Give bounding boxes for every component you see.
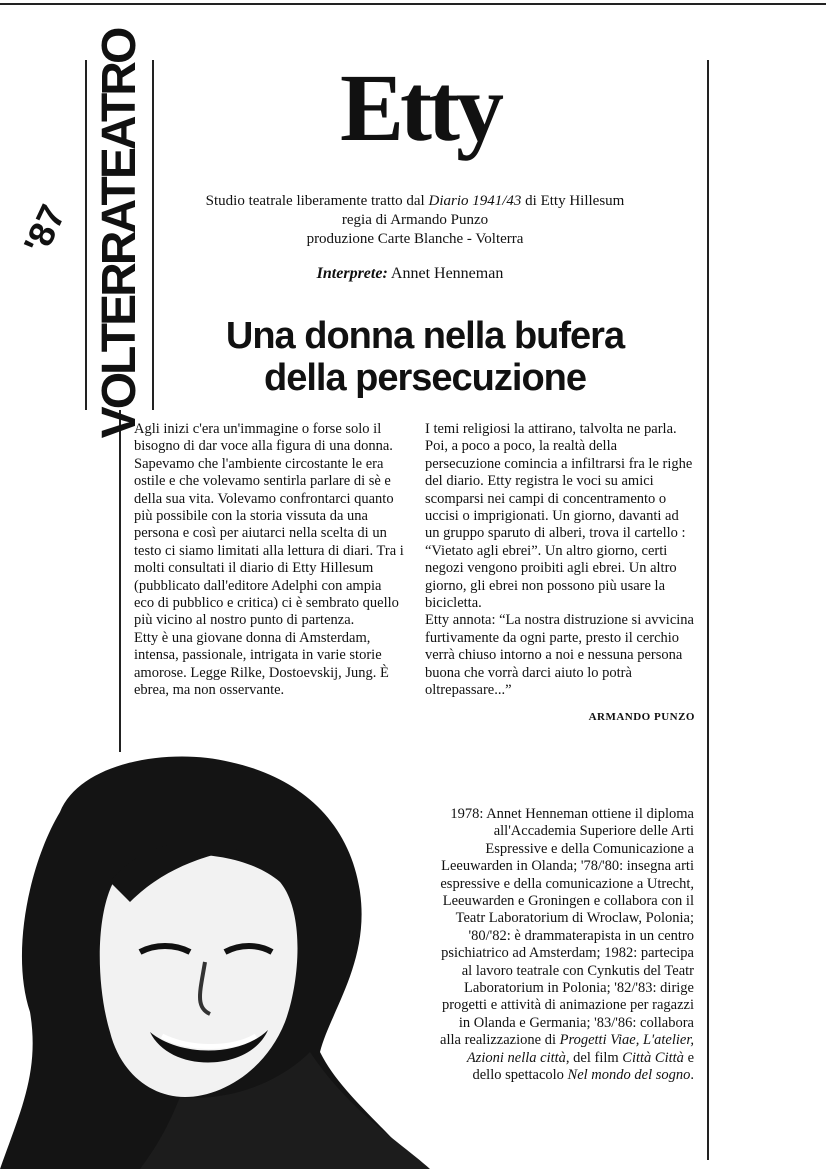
portrait-photo-graphic <box>0 752 460 1169</box>
article-col1-paragraph-1: Agli inizi c'era un'immagine o forse solo il bisogno di dar voce alla figura di una donna. Sapevamo che l'ambiente circostante le era ostile e che volevamo sentirla parlare di sè e della sua vita. Volevamo confrontarci quanto più possibile con la storia vissuta da una persona e così per aiutarci nella scelta di un testo ci siamo limitati alla lettura di diari. Tra i molti consultati il diario di Etty Hillesum (pubblicato dall'editore Adelphi con ampia eco di pubblico e critica) ci è sembrato quello più vicino al nostro punto di partenza. <box>134 421 404 629</box>
festival-logo-text: VOLTERRATEATRO <box>93 29 146 439</box>
portrait-photo <box>0 752 460 1169</box>
bio-italic-projects: Progetti Viae, L'atelier, Azioni nella città <box>466 1032 694 1066</box>
left-column-rule <box>119 410 121 770</box>
headline-line-2: della persecuzione <box>263 357 586 399</box>
festival-logo-year: '87 <box>15 198 74 260</box>
biography-block <box>440 806 694 1085</box>
credits-line-1 <box>160 192 670 211</box>
logo-rule-right <box>152 60 154 410</box>
article-col2-paragraph-2: Etty annota: “La nostra distruzione si avvicina furtivamente da ogni parte, presto il cerchio verrà chiuso intorno a noi e nessuna persona buona che vorrà darci aiuto lo potrà oltrepassare...” <box>425 612 694 699</box>
bio-end: . <box>690 1067 694 1084</box>
credits-line-3: produzione Carte Blanche - Volterra <box>306 231 524 247</box>
interprete-name: Annet Henneman <box>390 265 504 282</box>
article-column-1 <box>134 421 404 700</box>
credits-line-1-italic: Diario 1941/43 <box>428 193 522 209</box>
bio-text: 1978: Annet Henneman ottiene il diploma all'Accademia Superiore delle Arti Espressive e della Comunicazione a Leeuwarden in Olanda; '78/'80: insegna arti espressive e della comunicazione a Utrecht, Leeuwarden e Groningen e collabora con il Teatr Laboratorium di Wroclaw, Polonia; '80/'82: è drammaterapista in un centro psichiatrico ad Amsterdam; 1982: partecipa al lavoro teatrale con Cynkutis del Teatr Laboratorium in Polonia; '82/'83: dirige progetti e attività di animazione per ragazzi in Olanda e Germania; '83/'86: collabora alla realizzazione di <box>440 806 694 1049</box>
credits-block <box>160 192 670 249</box>
credits-line-1-prefix: Studio teatrale liberamente tratto dal <box>205 193 429 209</box>
article-column-2 <box>425 421 695 700</box>
top-border <box>0 3 826 5</box>
credits-line-1-suffix: di Etty Hillesum <box>521 193 625 209</box>
bio-italic-show: Nel mondo del sogno <box>567 1067 691 1084</box>
headline <box>190 315 660 399</box>
bio-connector-1: , del film <box>565 1049 623 1066</box>
headline-line-1: Una donna nella bufera <box>225 315 625 357</box>
interprete-label: Interprete: <box>316 265 388 282</box>
article-col2-paragraph-1: I temi religiosi la attirano, talvolta ne parla. Poi, a poco a poco, la realtà della persecuzione comincia a infiltrarsi fra le righe del diario. Etty registra le voci su amici scomparsi nei campi di concentramento o uccisi o imprigionati. Un giorno, davanti ad un gruppo sparuto di alberi, trova il cartello : “Vietato agli ebrei”. Un altro giorno, certi negozi vengono proibiti agli ebrei. Un altro giorno, gli ebrei non possono più usare la bicicletta. <box>425 421 693 612</box>
right-edge-rule <box>707 60 709 1160</box>
bio-connector-2: e dello spettacolo <box>472 1049 694 1084</box>
article-col1-paragraph-2: Etty è una giovane donna di Amsterdam, intensa, passionale, intrigata in varie storie amorose. Legge Rilke, Dostoevskij, Jung. È ebrea, ma non osservante. <box>134 629 389 699</box>
interprete-line <box>240 265 580 283</box>
credits-line-2: regia di Armando Punzo <box>341 212 489 228</box>
festival-logo <box>88 29 152 439</box>
page-title: Etty <box>340 54 500 161</box>
bio-italic-film: Città Città <box>622 1049 684 1066</box>
article-signature: ARMANDO PUNZO <box>588 711 695 723</box>
